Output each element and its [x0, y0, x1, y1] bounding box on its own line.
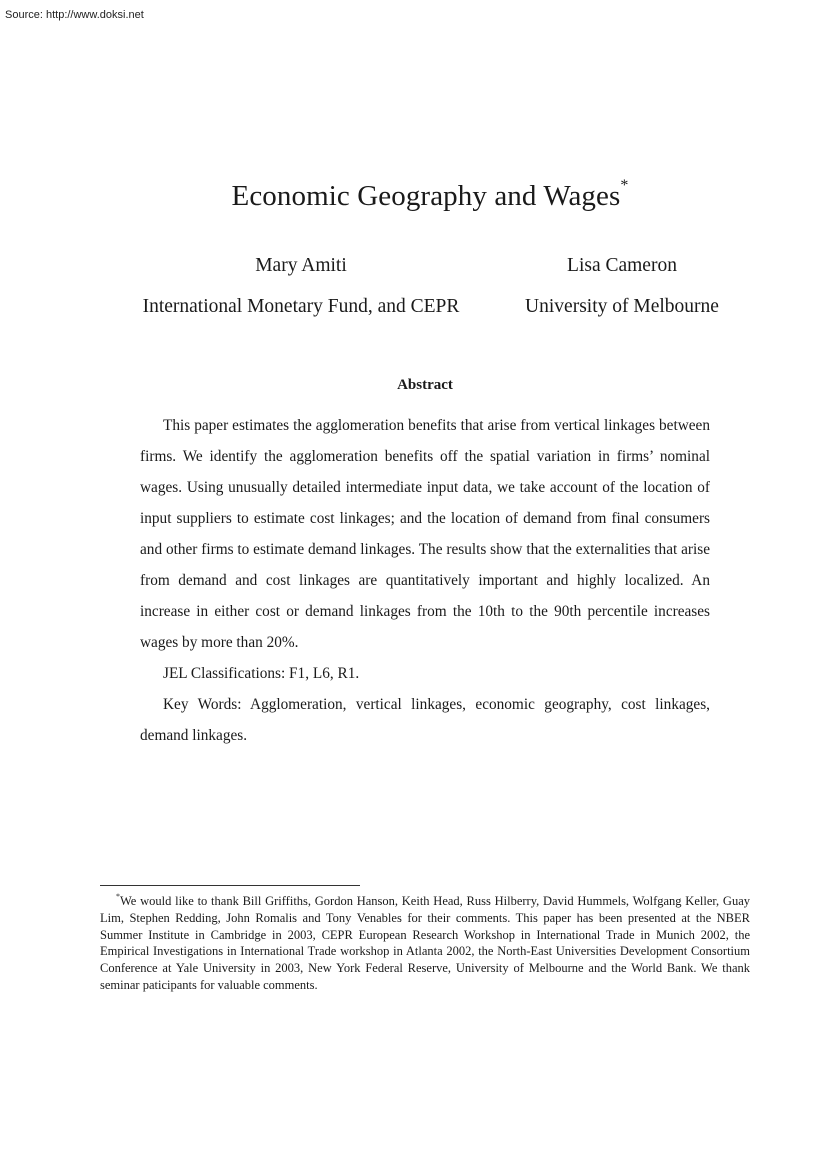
author-affiliation-2: University of Melbourne [525, 296, 719, 317]
footnote-divider [100, 885, 360, 886]
source-url: Source: http://www.doksi.net [5, 9, 144, 21]
author-name-2: Lisa Cameron [567, 255, 677, 276]
author-name-1: Mary Amiti [255, 255, 347, 276]
paper-title-text: Economic Geography and Wages [231, 180, 621, 212]
title-footnote-mark: * [620, 177, 629, 195]
abstract-paragraph: This paper estimates the agglomeration benefits that arise from vertical linkages between firms. We identify the agglomeration benefits off the spatial variation in firms’ nominal wages. Using unusually detailed intermediate input data, we take account of the location of input suppliers to estimate cost linkages; and the location of demand from final consumers and other firms to estimate demand linkages. The results show that the externalities that arise from demand and cost linkages are quantitatively important and highly localized. An increase in either cost or demand linkages from the 10th to the 90th percentile increases wages by more than 20%. [140, 417, 710, 651]
jel-classifications: JEL Classifications: F1, L6, R1. [163, 665, 360, 682]
key-words: Key Words: Agglomeration, vertical linkages, economic geography, cost linkages, demand linkages. [140, 696, 710, 744]
footnote-text: We would like to thank Bill Griffiths, Gordon Hanson, Keith Head, Russ Hilberry, David Hummels, Wolfgang Keller, Guay Lim, Stephen Redding, John Romalis and Tony Venables for their comments. This paper has been presented at the NBER Summer Institute in Cambridge in 2003, CEPR European Research Workshop in International Trade in Munich 2002, the Empirical Investigations in International Trade workshop in Atlanta 2002, the North-East Universities Development Consortium Conference at Yale University in 2003, New York Federal Reserve, University of Melbourne and the World Bank. We thank seminar paticipants for valuable comments. [100, 894, 750, 992]
author-affiliation-1: International Monetary Fund, and CEPR [142, 296, 460, 317]
abstract-body [140, 410, 710, 751]
footnote [100, 890, 750, 993]
paper-title [0, 177, 827, 213]
footnote-mark: * [116, 892, 120, 901]
abstract-heading: Abstract [397, 377, 453, 393]
